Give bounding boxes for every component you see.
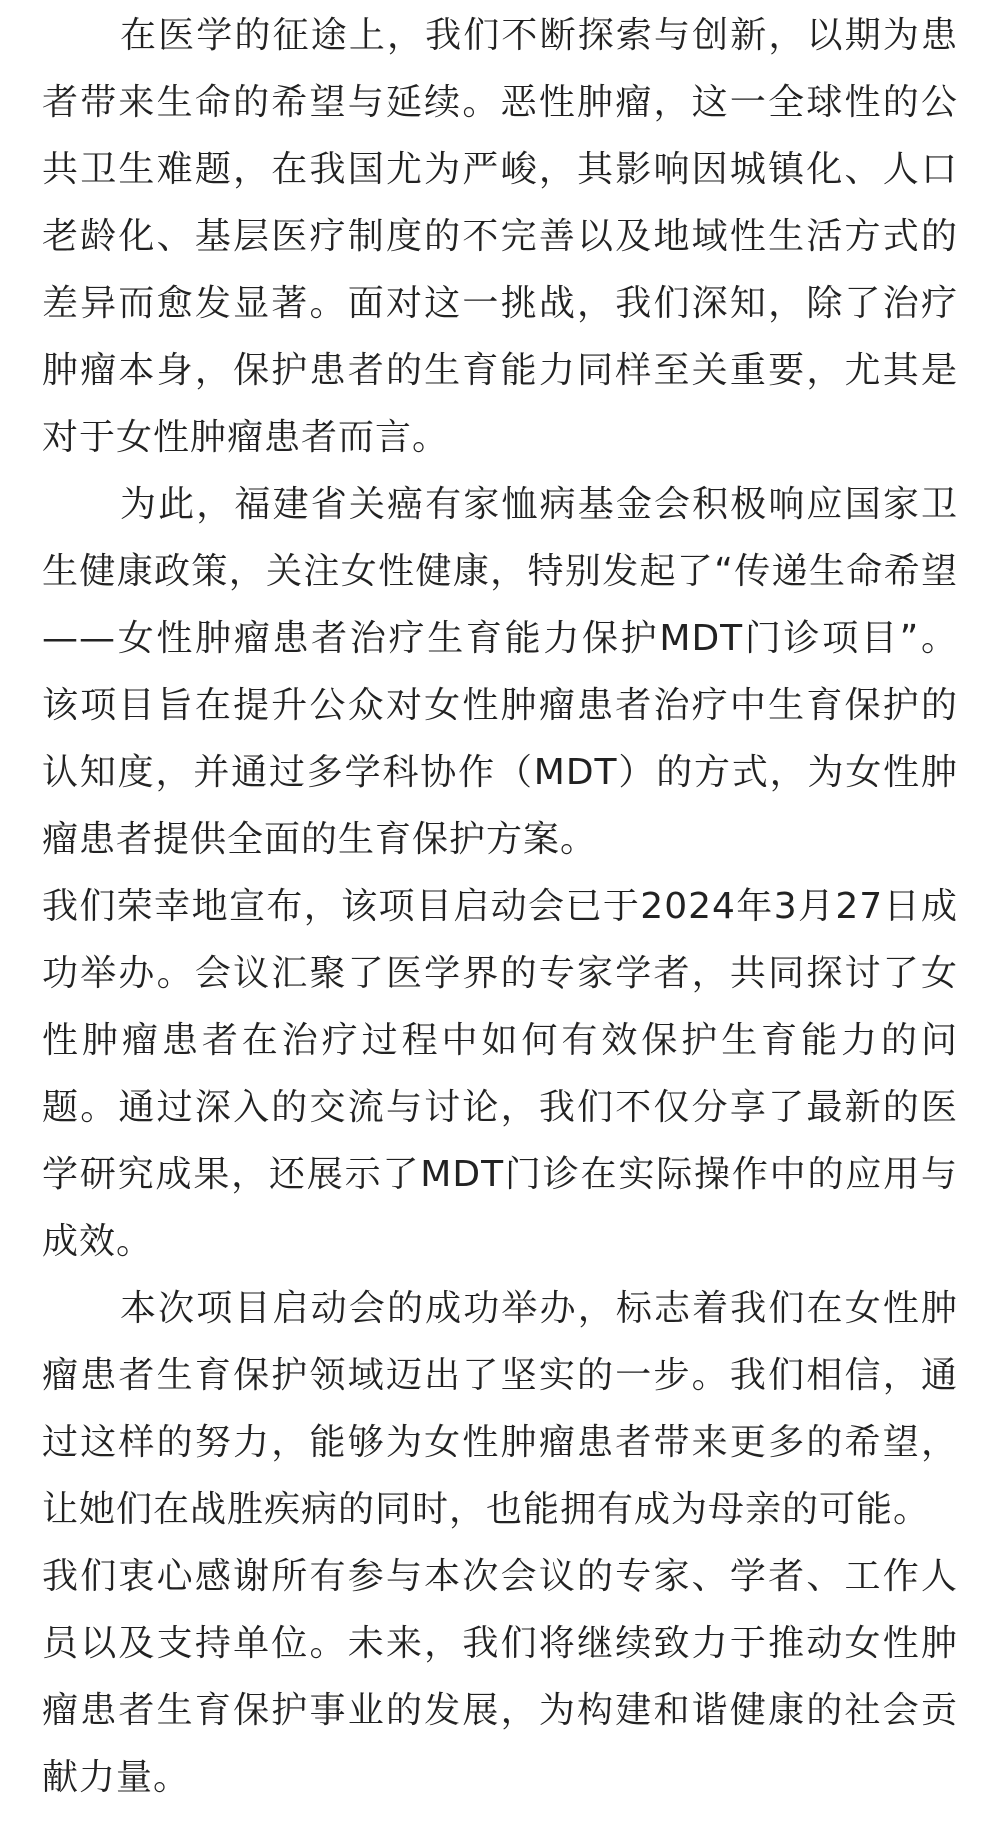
article-paragraph-3: 我们荣幸地宣布，该项目启动会已于2024年3月27日成功举办。会议汇聚了医学界的专家学者，共同探讨了女性肿瘤患者在治疗过程中如何有效保护生育能力的问题。通过深入的交流与讨论，我们不仅分享了最新的医学研究成果，还展示了MDT门诊在实际操作中的应用与成效。	[42, 886, 958, 1262]
article-paragraph-5: 我们衷心感谢所有参与本次会议的专家、学者、工作人员以及支持单位。未来，我们将继续致力于推动女性肿瘤患者生育保护事业的发展，为构建和谐健康的社会贡献力量。	[42, 1556, 958, 1798]
article-paragraph-2: 为此，福建省关癌有家恤病基金会积极响应国家卫生健康政策，关注女性健康，特别发起了“传递生命希望——女性肿瘤患者治疗生育能力保护MDT门诊项目”。该项目旨在提升公众对女性肿瘤患者治疗中生育保护的认知度，并通过多学科协作（MDT）的方式，为女性肿瘤患者提供全面的生育保护方案。	[42, 484, 958, 860]
article-paragraph-1: 在医学的征途上，我们不断探索与创新，以期为患者带来生命的希望与延续。恶性肿瘤，这一全球性的公共卫生难题，在我国尤为严峻，其影响因城镇化、人口老龄化、基层医疗制度的不完善以及地域性生活方式的差异而愈发显著。面对这一挑战，我们深知，除了治疗肿瘤本身，保护患者的生育能力同样至关重要，尤其是对于女性肿瘤患者而言。	[42, 15, 958, 458]
article-body	[42, 0, 958, 1811]
article-paragraph-4: 本次项目启动会的成功举办，标志着我们在女性肿瘤患者生育保护领域迈出了坚实的一步。我们相信，通过这样的努力，能够为女性肿瘤患者带来更多的希望，让她们在战胜疾病的同时，也能拥有成为母亲的可能。	[42, 1288, 958, 1530]
